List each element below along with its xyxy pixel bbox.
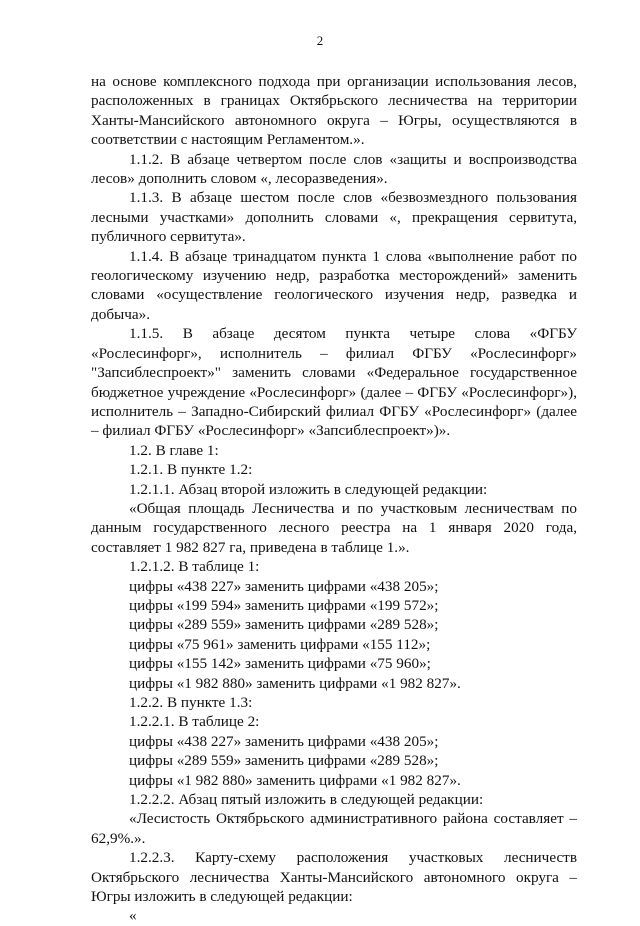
paragraph: 1.1.2. В абзаце четвертом после слов «защиты и воспроизводства лесов» дополнить словом «, лесоразведения». [91, 150, 577, 188]
list-item: цифры «289 559» заменить цифрами «289 528»; [129, 616, 439, 634]
paragraph: 1.1.5. В абзаце десятом пункта четыре слова «ФГБУ «Рослесинфорг», исполнитель – филиал ФГБУ «Рослесинфорг» "Запсиблеспроект»" заменить словами «Федеральное государственное бюджетное учреждение «Рослесинфорг» (далее – ФГБУ «Рослесинфорг»), исполнитель – Западно-Сибирский филиал ФГБУ «Рослесинфорг» (далее – филиал ФГБУ «Рослесинфорг» «Запсиблеспроект»)». [91, 325, 577, 440]
quoted-paragraph: «Лесистость Октябрьского административного района составляет –62,9%.». [91, 810, 577, 847]
list-item: цифры «438 227» заменить цифрами «438 205»; [129, 577, 439, 595]
list-item: цифры «1 982 880» заменить цифрами «1 982 827». [129, 674, 461, 692]
page-number: 2 [316, 33, 324, 48]
list-item: цифры «438 227» заменить цифрами «438 205»; [129, 732, 439, 750]
paragraph: на основе комплексного подхода при организации использования лесов, расположенных в границах Октябрьского лесничества на территории Ханты-Мансийского автономного округа – Югры, осуществляются в соответствии с настоящим Регламентом.». [91, 73, 577, 149]
opening-quote: « [129, 907, 137, 925]
list-item: цифры «289 559» заменить цифрами «289 528»; [129, 752, 439, 770]
list-item: цифры «75 961» заменить цифрами «155 112»; [129, 635, 431, 653]
list-item: цифры «155 142» заменить цифрами «75 960»; [129, 655, 431, 673]
paragraph: 1.2.1.1. Абзац второй изложить в следующей редакции: [129, 480, 488, 498]
section-heading: 1.2.2. В пункте 1.3: [129, 694, 253, 711]
list-item: цифры «1 982 880» заменить цифрами «1 982 827». [129, 771, 461, 789]
list-item: цифры «199 594» заменить цифрами «199 572»; [129, 596, 439, 614]
paragraph: 1.2.2.1. В таблице 2: [129, 713, 260, 731]
section-heading: 1.2.1. В пункте 1.2: [129, 461, 253, 479]
quoted-paragraph: «Общая площадь Лесничества и по участковым лесничествам по данным государственного лесного реестра на 1 января 2020 года, составляет 1 982 827 га, приведена в таблице 1.». [91, 499, 577, 556]
paragraph: 1.2.2.2. Абзац пятый изложить в следующей редакции: [129, 791, 484, 809]
document-body [91, 72, 577, 926]
paragraph: 1.1.4. В абзаце тринадцатом пункта 1 слова «выполнение работ по геологическому изучению недр, разработка месторождений» заменить словами «осуществление геологического изучения недр, разведка и добыча». [91, 247, 577, 323]
section-heading: 1.2. В главе 1: [129, 441, 219, 459]
paragraph: 1.2.2.3. Карту-схему расположения участковых лесничеств Октябрьского лесничества Ханты-Мансийского автономного округа – Югры изложить в следующей редакции: [91, 849, 577, 906]
paragraph: 1.2.1.2. В таблице 1: [129, 558, 260, 576]
paragraph: 1.1.3. В абзаце шестом после слов «безвозмездного пользования лесными участками» дополнить словами «, прекращения сервитута, публичного сервитута». [91, 189, 577, 246]
